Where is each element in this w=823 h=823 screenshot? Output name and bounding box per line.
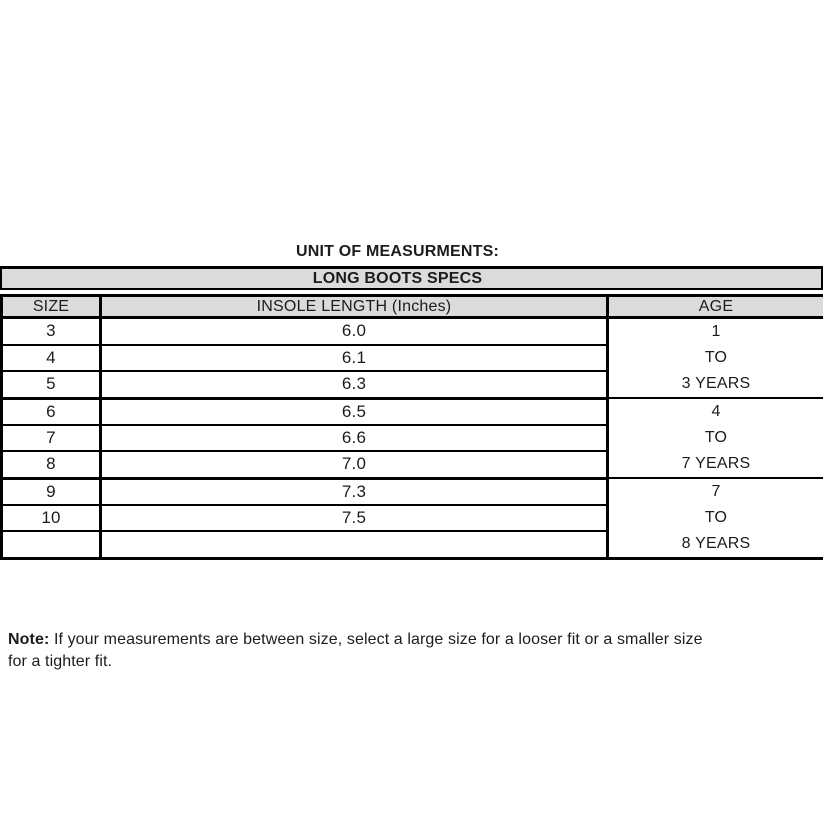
size-cell: 4 (2, 345, 101, 371)
page-title-text: UNIT OF MEASURMENTS: (295, 243, 500, 260)
age-range-line: TO (704, 429, 728, 446)
size-cell (2, 531, 101, 558)
insole-length-cell: 6.5 (101, 398, 608, 425)
table-row (2, 398, 823, 425)
age-range-line: TO (704, 509, 728, 526)
note-label: Note: (8, 631, 50, 648)
age-range-line: 3 YEARS (681, 375, 751, 392)
size-cell: 8 (2, 451, 101, 478)
size-chart-table (0, 294, 823, 560)
col-header-insole: INSOLE LENGTH (Inches) (101, 296, 608, 318)
age-range-cell (608, 318, 823, 399)
note-text-2: for a tighter fit. (8, 653, 113, 670)
note-line-2 (8, 651, 815, 673)
note (8, 629, 815, 673)
col-header-age: AGE (608, 296, 823, 318)
age-range-line: 8 YEARS (681, 535, 751, 552)
size-cell: 9 (2, 478, 101, 505)
insole-length-cell: 6.3 (101, 371, 608, 398)
table-row (2, 318, 823, 345)
insole-length-cell: 6.0 (101, 318, 608, 345)
table-title-band (0, 266, 823, 290)
col-header-size: SIZE (2, 296, 101, 318)
insole-length-cell: 7.0 (101, 451, 608, 478)
insole-length-cell: 7.3 (101, 478, 608, 505)
header-row (2, 296, 823, 318)
insole-length-cell: 7.5 (101, 505, 608, 531)
age-range-line: 4 (711, 403, 721, 420)
insole-length-cell (101, 531, 608, 558)
size-cell: 10 (2, 505, 101, 531)
size-cell: 3 (2, 318, 101, 345)
size-cell: 7 (2, 425, 101, 451)
insole-length-cell: 6.6 (101, 425, 608, 451)
age-range-line: TO (704, 349, 728, 366)
table-title: LONG BOOTS SPECS (312, 269, 483, 287)
size-cell: 5 (2, 371, 101, 398)
size-cell: 6 (2, 398, 101, 425)
age-range-cell (608, 478, 823, 559)
insole-length-cell: 6.1 (101, 345, 608, 371)
age-range-line: 7 (711, 483, 721, 500)
table-body (2, 318, 823, 559)
note-line-1 (8, 629, 815, 651)
page-title (0, 243, 823, 261)
table-row (2, 478, 823, 505)
age-range-line: 7 YEARS (681, 455, 751, 472)
note-text-1: If your measurements are between size, select a large size for a looser fit or a smaller size (53, 631, 703, 648)
age-range-cell (608, 398, 823, 478)
age-range-line: 1 (711, 323, 721, 340)
